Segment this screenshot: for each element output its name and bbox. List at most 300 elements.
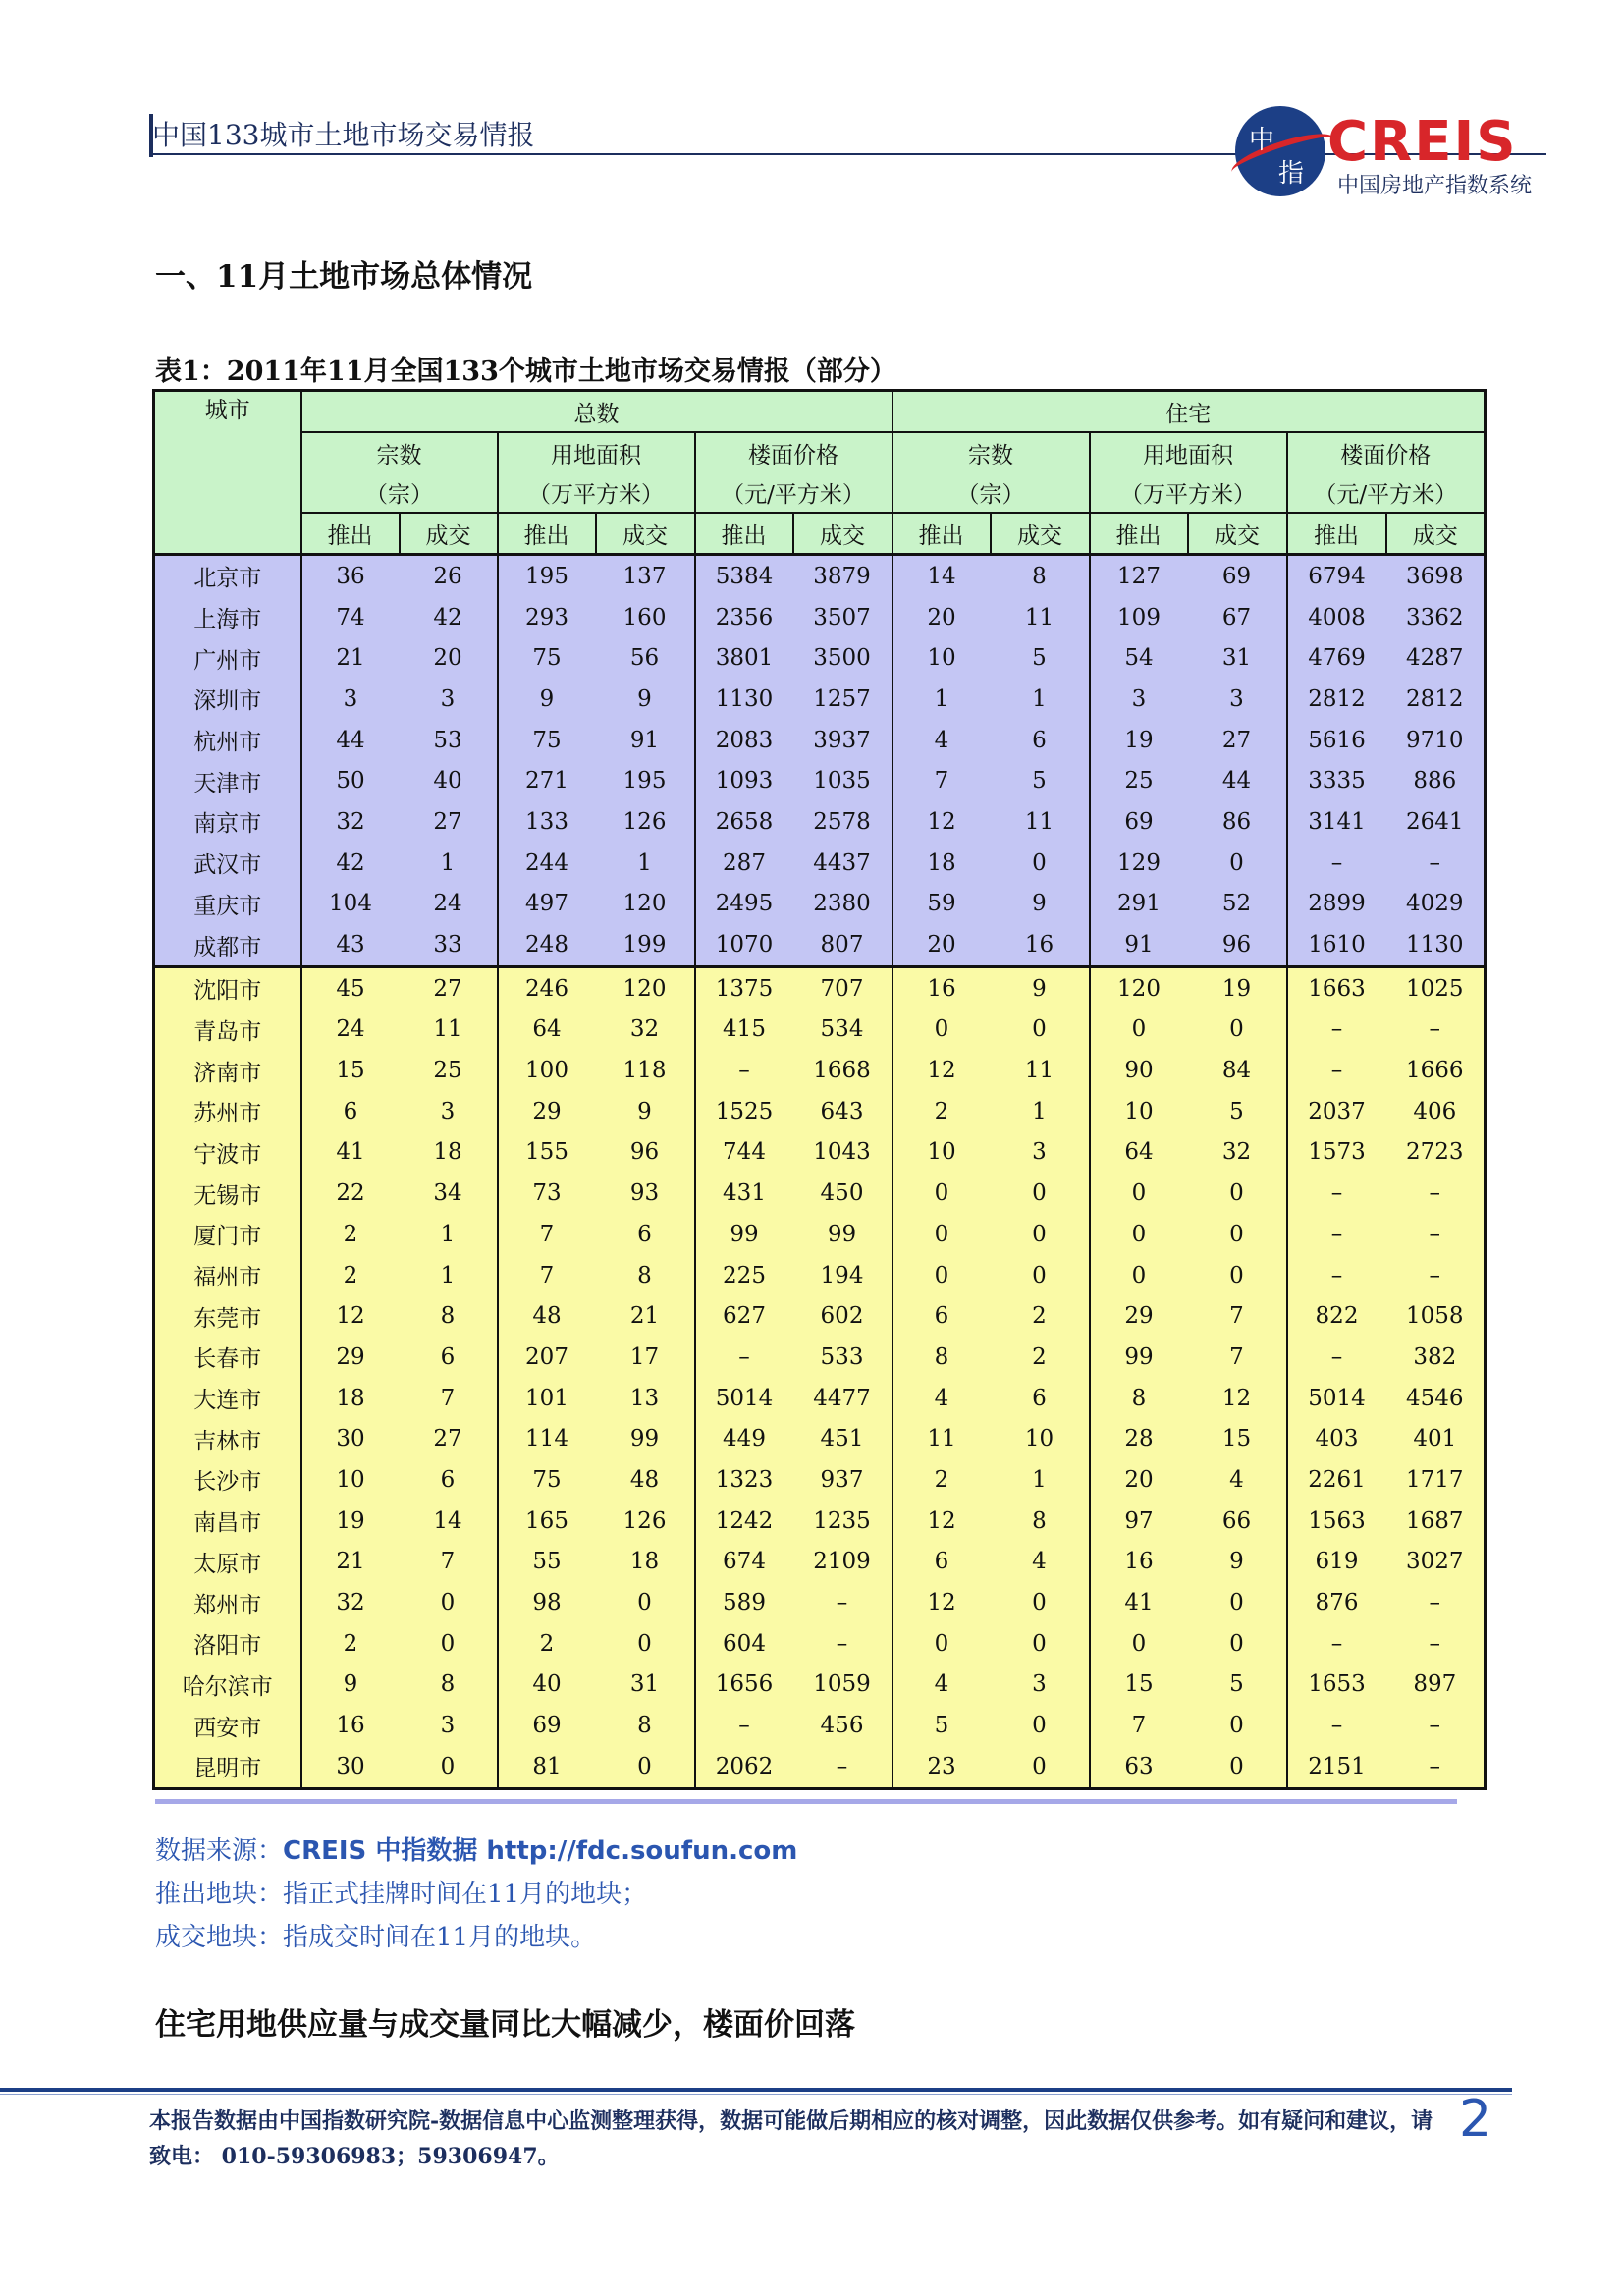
value-cell: 8 bbox=[991, 1501, 1090, 1542]
value-cell: 6 bbox=[991, 720, 1090, 761]
table-row bbox=[154, 637, 1486, 679]
table-row bbox=[154, 1173, 1486, 1214]
logo-char-1: 中 bbox=[1249, 126, 1275, 155]
metric-header: 宗数 bbox=[301, 432, 498, 472]
value-cell: 7 bbox=[1188, 1295, 1287, 1337]
value-cell: 1653 bbox=[1287, 1665, 1386, 1706]
value-cell: 114 bbox=[498, 1418, 596, 1459]
value-cell: 5 bbox=[1188, 1665, 1287, 1706]
city-name-cell: 哈尔滨市 bbox=[154, 1665, 301, 1706]
value-cell: 7 bbox=[498, 1255, 596, 1296]
city-name-cell: 宁波市 bbox=[154, 1132, 301, 1174]
value-cell: 449 bbox=[695, 1418, 793, 1459]
value-cell: 7 bbox=[892, 760, 991, 801]
value-cell: 0 bbox=[1188, 1214, 1287, 1255]
value-cell: 2495 bbox=[695, 884, 793, 925]
value-cell: 48 bbox=[498, 1295, 596, 1337]
value-cell: 11 bbox=[991, 801, 1090, 843]
value-cell: 64 bbox=[498, 1010, 596, 1051]
value-cell: 3141 bbox=[1287, 801, 1386, 843]
value-cell: 3500 bbox=[793, 637, 892, 679]
value-cell: 21 bbox=[301, 1542, 400, 1583]
value-cell: 0 bbox=[892, 1214, 991, 1255]
value-cell: 1525 bbox=[695, 1091, 793, 1132]
value-cell: 12 bbox=[1188, 1378, 1287, 1419]
value-cell: 34 bbox=[400, 1173, 498, 1214]
subheader-push: 推出 bbox=[1287, 513, 1386, 555]
value-cell: 248 bbox=[498, 924, 596, 966]
value-cell: 1 bbox=[991, 1459, 1090, 1501]
city-name-cell: 成都市 bbox=[154, 924, 301, 966]
value-cell: 0 bbox=[991, 843, 1090, 884]
value-cell: 2380 bbox=[793, 884, 892, 925]
value-cell: 807 bbox=[793, 924, 892, 966]
value-cell: 23 bbox=[892, 1746, 991, 1788]
value-cell: 8 bbox=[400, 1665, 498, 1706]
value-cell: 81 bbox=[498, 1746, 596, 1788]
value-cell: 29 bbox=[1090, 1295, 1188, 1337]
value-cell: 10 bbox=[892, 637, 991, 679]
value-cell: 4 bbox=[892, 720, 991, 761]
source-note bbox=[155, 1831, 797, 1867]
value-cell: 14 bbox=[400, 1501, 498, 1542]
value-cell: 120 bbox=[1090, 966, 1188, 1009]
value-cell: 0 bbox=[1090, 1173, 1188, 1214]
metric-header: 宗数 bbox=[892, 432, 1090, 472]
value-cell: 1687 bbox=[1386, 1501, 1486, 1542]
value-cell: 42 bbox=[301, 843, 400, 884]
deal-label: 成交地块： bbox=[155, 1923, 284, 1952]
creis-logo bbox=[1233, 106, 1557, 204]
value-cell: 3937 bbox=[793, 720, 892, 761]
value-cell: 1375 bbox=[695, 966, 793, 1009]
value-cell: 33 bbox=[400, 924, 498, 966]
deal-definition bbox=[155, 1917, 596, 1953]
value-cell: 2658 bbox=[695, 801, 793, 843]
value-cell: 69 bbox=[1188, 555, 1287, 597]
value-cell: 0 bbox=[892, 1255, 991, 1296]
value-cell: – bbox=[1386, 1582, 1486, 1623]
value-cell: 16 bbox=[301, 1705, 400, 1746]
value-cell: 86 bbox=[1188, 801, 1287, 843]
value-cell: 9 bbox=[596, 1091, 695, 1132]
value-cell: – bbox=[1386, 1705, 1486, 1746]
value-cell: 707 bbox=[793, 966, 892, 1009]
city-name-cell: 南昌市 bbox=[154, 1501, 301, 1542]
value-cell: 3 bbox=[1090, 679, 1188, 720]
value-cell: 75 bbox=[498, 637, 596, 679]
value-cell: 40 bbox=[400, 760, 498, 801]
table-caption: 表1：2011年11月全国133个城市土地市场交易情报（部分） bbox=[155, 356, 896, 387]
notes-divider bbox=[155, 1799, 1457, 1804]
value-cell: 604 bbox=[695, 1623, 793, 1665]
value-cell: – bbox=[1386, 843, 1486, 884]
value-cell: 1059 bbox=[793, 1665, 892, 1706]
value-cell: 24 bbox=[400, 884, 498, 925]
table-row bbox=[154, 1705, 1486, 1746]
value-cell: 41 bbox=[301, 1132, 400, 1174]
value-cell: 32 bbox=[301, 1582, 400, 1623]
value-cell: 3507 bbox=[793, 597, 892, 638]
value-cell: 96 bbox=[1188, 924, 1287, 966]
value-cell: 9 bbox=[991, 966, 1090, 1009]
city-name-cell: 洛阳市 bbox=[154, 1623, 301, 1665]
value-cell: 100 bbox=[498, 1050, 596, 1091]
value-cell: 1717 bbox=[1386, 1459, 1486, 1501]
city-name-cell: 广州市 bbox=[154, 637, 301, 679]
value-cell: 0 bbox=[1188, 1582, 1287, 1623]
value-cell: 602 bbox=[793, 1295, 892, 1337]
value-cell: 41 bbox=[1090, 1582, 1188, 1623]
subheader-push: 推出 bbox=[301, 513, 400, 555]
value-cell: 31 bbox=[1188, 637, 1287, 679]
metric-unit: （万平方米） bbox=[1090, 472, 1287, 513]
value-cell: 0 bbox=[1090, 1255, 1188, 1296]
value-cell: 451 bbox=[793, 1418, 892, 1459]
value-cell: 293 bbox=[498, 597, 596, 638]
value-cell: 3335 bbox=[1287, 760, 1386, 801]
city-name-cell: 北京市 bbox=[154, 555, 301, 597]
value-cell: 14 bbox=[892, 555, 991, 597]
value-cell: 45 bbox=[301, 966, 400, 1009]
value-cell: 2 bbox=[301, 1623, 400, 1665]
value-cell: 9 bbox=[301, 1665, 400, 1706]
city-name-cell: 青岛市 bbox=[154, 1010, 301, 1051]
value-cell: 19 bbox=[301, 1501, 400, 1542]
value-cell: 0 bbox=[1090, 1623, 1188, 1665]
value-cell: 2899 bbox=[1287, 884, 1386, 925]
value-cell: 18 bbox=[400, 1132, 498, 1174]
city-name-cell: 沈阳市 bbox=[154, 966, 301, 1009]
value-cell: 1025 bbox=[1386, 966, 1486, 1009]
value-cell: 3879 bbox=[793, 555, 892, 597]
value-cell: 2641 bbox=[1386, 801, 1486, 843]
value-cell: 126 bbox=[596, 1501, 695, 1542]
metric-unit: （万平方米） bbox=[498, 472, 695, 513]
city-name-cell: 南京市 bbox=[154, 801, 301, 843]
value-cell: 401 bbox=[1386, 1418, 1486, 1459]
value-cell: 627 bbox=[695, 1295, 793, 1337]
value-cell: 2 bbox=[991, 1295, 1090, 1337]
value-cell: 27 bbox=[400, 1418, 498, 1459]
value-cell: 66 bbox=[1188, 1501, 1287, 1542]
value-cell: 12 bbox=[892, 1582, 991, 1623]
value-cell: – bbox=[1287, 843, 1386, 884]
value-cell: 2812 bbox=[1386, 679, 1486, 720]
value-cell: 11 bbox=[892, 1418, 991, 1459]
value-cell: 53 bbox=[400, 720, 498, 761]
value-cell: – bbox=[1287, 1050, 1386, 1091]
value-cell: 2578 bbox=[793, 801, 892, 843]
value-cell: 0 bbox=[892, 1173, 991, 1214]
value-cell: 744 bbox=[695, 1132, 793, 1174]
subheader-deal: 成交 bbox=[400, 513, 498, 555]
value-cell: 0 bbox=[400, 1582, 498, 1623]
value-cell: 0 bbox=[596, 1623, 695, 1665]
value-cell: 619 bbox=[1287, 1542, 1386, 1583]
value-cell: 12 bbox=[301, 1295, 400, 1337]
deal-text: 指成交时间在11月的地块。 bbox=[283, 1923, 597, 1952]
value-cell: 6 bbox=[400, 1459, 498, 1501]
value-cell: 0 bbox=[991, 1173, 1090, 1214]
value-cell: 2062 bbox=[695, 1746, 793, 1788]
value-cell: 0 bbox=[1188, 1623, 1287, 1665]
value-cell: 1668 bbox=[793, 1050, 892, 1091]
logo-char-2: 指 bbox=[1278, 159, 1305, 189]
city-name-cell: 昆明市 bbox=[154, 1746, 301, 1788]
value-cell: 27 bbox=[400, 966, 498, 1009]
value-cell: 99 bbox=[793, 1214, 892, 1255]
footer-rule bbox=[0, 2088, 1512, 2092]
value-cell: – bbox=[695, 1050, 793, 1091]
value-cell: 26 bbox=[400, 555, 498, 597]
city-name-cell: 长沙市 bbox=[154, 1459, 301, 1501]
city-name-cell: 大连市 bbox=[154, 1378, 301, 1419]
value-cell: 1656 bbox=[695, 1665, 793, 1706]
value-cell: 6 bbox=[991, 1378, 1090, 1419]
value-cell: 497 bbox=[498, 884, 596, 925]
value-cell: 120 bbox=[596, 884, 695, 925]
value-cell: 4 bbox=[892, 1378, 991, 1419]
value-cell: 589 bbox=[695, 1582, 793, 1623]
metric-header: 楼面价格 bbox=[695, 432, 892, 472]
value-cell: 0 bbox=[1188, 1746, 1287, 1788]
value-cell: 3 bbox=[991, 1665, 1090, 1706]
value-cell: 36 bbox=[301, 555, 400, 597]
value-cell: 109 bbox=[1090, 597, 1188, 638]
value-cell: 27 bbox=[400, 801, 498, 843]
value-cell: – bbox=[1386, 1214, 1486, 1255]
value-cell: 9 bbox=[991, 884, 1090, 925]
table-row bbox=[154, 679, 1486, 720]
table-row bbox=[154, 1378, 1486, 1419]
value-cell: 127 bbox=[1090, 555, 1188, 597]
value-cell: 3 bbox=[991, 1132, 1090, 1174]
value-cell: 3362 bbox=[1386, 597, 1486, 638]
value-cell: 8 bbox=[892, 1337, 991, 1378]
value-cell: 64 bbox=[1090, 1132, 1188, 1174]
value-cell: 291 bbox=[1090, 884, 1188, 925]
city-name-cell: 济南市 bbox=[154, 1050, 301, 1091]
value-cell: 3 bbox=[1188, 679, 1287, 720]
value-cell: 98 bbox=[498, 1582, 596, 1623]
value-cell: 5 bbox=[1188, 1091, 1287, 1132]
value-cell: 3801 bbox=[695, 637, 793, 679]
subheader-deal: 成交 bbox=[1188, 513, 1287, 555]
value-cell: 12 bbox=[892, 1501, 991, 1542]
value-cell: 25 bbox=[400, 1050, 498, 1091]
value-cell: 9 bbox=[498, 679, 596, 720]
table-row bbox=[154, 1418, 1486, 1459]
value-cell: 2261 bbox=[1287, 1459, 1386, 1501]
value-cell: 96 bbox=[596, 1132, 695, 1174]
value-cell: 937 bbox=[793, 1459, 892, 1501]
value-cell: 91 bbox=[1090, 924, 1188, 966]
value-cell: 99 bbox=[1090, 1337, 1188, 1378]
value-cell: 69 bbox=[1090, 801, 1188, 843]
subheader-push: 推出 bbox=[695, 513, 793, 555]
city-name-cell: 杭州市 bbox=[154, 720, 301, 761]
value-cell: 10 bbox=[892, 1132, 991, 1174]
metric-header: 用地面积 bbox=[1090, 432, 1287, 472]
metric-unit: （元/平方米） bbox=[1287, 472, 1486, 513]
logo-subtitle: 中国房地产指数系统 bbox=[1337, 174, 1533, 198]
report-title: 中国133城市土地市场交易情报 bbox=[152, 119, 535, 151]
value-cell: 1 bbox=[400, 843, 498, 884]
value-cell: – bbox=[1386, 1746, 1486, 1788]
value-cell: 406 bbox=[1386, 1091, 1486, 1132]
value-cell: 16 bbox=[892, 966, 991, 1009]
value-cell: 1563 bbox=[1287, 1501, 1386, 1542]
value-cell: 7 bbox=[400, 1542, 498, 1583]
value-cell: 44 bbox=[301, 720, 400, 761]
city-name-cell: 吉林市 bbox=[154, 1418, 301, 1459]
value-cell: 56 bbox=[596, 637, 695, 679]
table-row bbox=[154, 1665, 1486, 1706]
table-row bbox=[154, 843, 1486, 884]
value-cell: 0 bbox=[596, 1746, 695, 1788]
value-cell: – bbox=[1287, 1173, 1386, 1214]
value-cell: 10 bbox=[1090, 1091, 1188, 1132]
value-cell: 1257 bbox=[793, 679, 892, 720]
table-row bbox=[154, 1623, 1486, 1665]
value-cell: 195 bbox=[596, 760, 695, 801]
value-cell: 11 bbox=[991, 1050, 1090, 1091]
city-name-cell: 郑州市 bbox=[154, 1582, 301, 1623]
value-cell: 1 bbox=[991, 1091, 1090, 1132]
city-header: 城市 bbox=[154, 391, 301, 555]
value-cell: 456 bbox=[793, 1705, 892, 1746]
value-cell: 11 bbox=[400, 1010, 498, 1051]
value-cell: 2083 bbox=[695, 720, 793, 761]
group-header-total: 总数 bbox=[301, 391, 892, 433]
value-cell: 0 bbox=[400, 1746, 498, 1788]
city-name-cell: 上海市 bbox=[154, 597, 301, 638]
city-name-cell: 重庆市 bbox=[154, 884, 301, 925]
value-cell: 32 bbox=[1188, 1132, 1287, 1174]
value-cell: 20 bbox=[1090, 1459, 1188, 1501]
value-cell: – bbox=[695, 1337, 793, 1378]
value-cell: 8 bbox=[596, 1705, 695, 1746]
value-cell: 29 bbox=[301, 1337, 400, 1378]
city-name-cell: 苏州市 bbox=[154, 1091, 301, 1132]
value-cell: 4008 bbox=[1287, 597, 1386, 638]
value-cell: 18 bbox=[596, 1542, 695, 1583]
table-header bbox=[154, 391, 1486, 555]
value-cell: 2 bbox=[498, 1623, 596, 1665]
value-cell: 59 bbox=[892, 884, 991, 925]
city-name-cell: 厦门市 bbox=[154, 1214, 301, 1255]
value-cell: 21 bbox=[596, 1295, 695, 1337]
value-cell: 99 bbox=[596, 1418, 695, 1459]
metric-unit: （元/平方米） bbox=[695, 472, 892, 513]
value-cell: 225 bbox=[695, 1255, 793, 1296]
value-cell: 643 bbox=[793, 1091, 892, 1132]
table-row bbox=[154, 1010, 1486, 1051]
value-cell: 1610 bbox=[1287, 924, 1386, 966]
value-cell: 6 bbox=[400, 1337, 498, 1378]
value-cell: 674 bbox=[695, 1542, 793, 1583]
value-cell: 8 bbox=[991, 555, 1090, 597]
value-cell: 19 bbox=[1188, 966, 1287, 1009]
source-link[interactable]: CREIS 中指数据 http://fdc.soufun.com bbox=[283, 1836, 798, 1866]
metric-unit: （宗） bbox=[301, 472, 498, 513]
value-cell: 22 bbox=[301, 1173, 400, 1214]
source-label: 数据来源： bbox=[155, 1836, 284, 1866]
value-cell: 32 bbox=[596, 1010, 695, 1051]
city-name-cell: 长春市 bbox=[154, 1337, 301, 1378]
value-cell: 24 bbox=[301, 1010, 400, 1051]
value-cell: 118 bbox=[596, 1050, 695, 1091]
value-cell: 403 bbox=[1287, 1418, 1386, 1459]
table-row bbox=[154, 801, 1486, 843]
value-cell: 1573 bbox=[1287, 1132, 1386, 1174]
page-number: 2 bbox=[1459, 2090, 1492, 2149]
value-cell: 195 bbox=[498, 555, 596, 597]
value-cell: 0 bbox=[1188, 1255, 1287, 1296]
city-name-cell: 武汉市 bbox=[154, 843, 301, 884]
table-row bbox=[154, 1459, 1486, 1501]
value-cell: 2 bbox=[892, 1091, 991, 1132]
table-row bbox=[154, 924, 1486, 966]
value-cell: 450 bbox=[793, 1173, 892, 1214]
value-cell: 534 bbox=[793, 1010, 892, 1051]
value-cell: – bbox=[1287, 1255, 1386, 1296]
table-row bbox=[154, 1295, 1486, 1337]
value-cell: 0 bbox=[991, 1582, 1090, 1623]
value-cell: 84 bbox=[1188, 1050, 1287, 1091]
value-cell: 0 bbox=[1188, 1173, 1287, 1214]
value-cell: 2356 bbox=[695, 597, 793, 638]
value-cell: 10 bbox=[301, 1459, 400, 1501]
subheader-push: 推出 bbox=[1090, 513, 1188, 555]
value-cell: – bbox=[695, 1705, 793, 1746]
value-cell: 75 bbox=[498, 1459, 596, 1501]
value-cell: 16 bbox=[1090, 1542, 1188, 1583]
value-cell: 0 bbox=[1188, 1705, 1287, 1746]
value-cell: 0 bbox=[1090, 1010, 1188, 1051]
value-cell: 2151 bbox=[1287, 1746, 1386, 1788]
metric-unit: （宗） bbox=[892, 472, 1090, 513]
value-cell: 886 bbox=[1386, 760, 1486, 801]
value-cell: 4 bbox=[892, 1665, 991, 1706]
city-name-cell: 无锡市 bbox=[154, 1173, 301, 1214]
value-cell: 9710 bbox=[1386, 720, 1486, 761]
value-cell: 0 bbox=[991, 1214, 1090, 1255]
value-cell: 6 bbox=[892, 1542, 991, 1583]
table-row bbox=[154, 1501, 1486, 1542]
value-cell: 99 bbox=[695, 1214, 793, 1255]
value-cell: 6 bbox=[301, 1091, 400, 1132]
subheader-deal: 成交 bbox=[1386, 513, 1486, 555]
city-name-cell: 西安市 bbox=[154, 1705, 301, 1746]
value-cell: 8 bbox=[400, 1295, 498, 1337]
value-cell: 20 bbox=[892, 597, 991, 638]
value-cell: 75 bbox=[498, 720, 596, 761]
value-cell: 2109 bbox=[793, 1542, 892, 1583]
table-row bbox=[154, 1337, 1486, 1378]
value-cell: 15 bbox=[301, 1050, 400, 1091]
value-cell: 9 bbox=[596, 679, 695, 720]
value-cell: 2 bbox=[991, 1337, 1090, 1378]
value-cell: 19 bbox=[1090, 720, 1188, 761]
table-row bbox=[154, 966, 1486, 1009]
value-cell: 90 bbox=[1090, 1050, 1188, 1091]
value-cell: 3 bbox=[400, 679, 498, 720]
value-cell: 0 bbox=[1188, 1010, 1287, 1051]
value-cell: 28 bbox=[1090, 1418, 1188, 1459]
push-definition bbox=[155, 1874, 647, 1910]
